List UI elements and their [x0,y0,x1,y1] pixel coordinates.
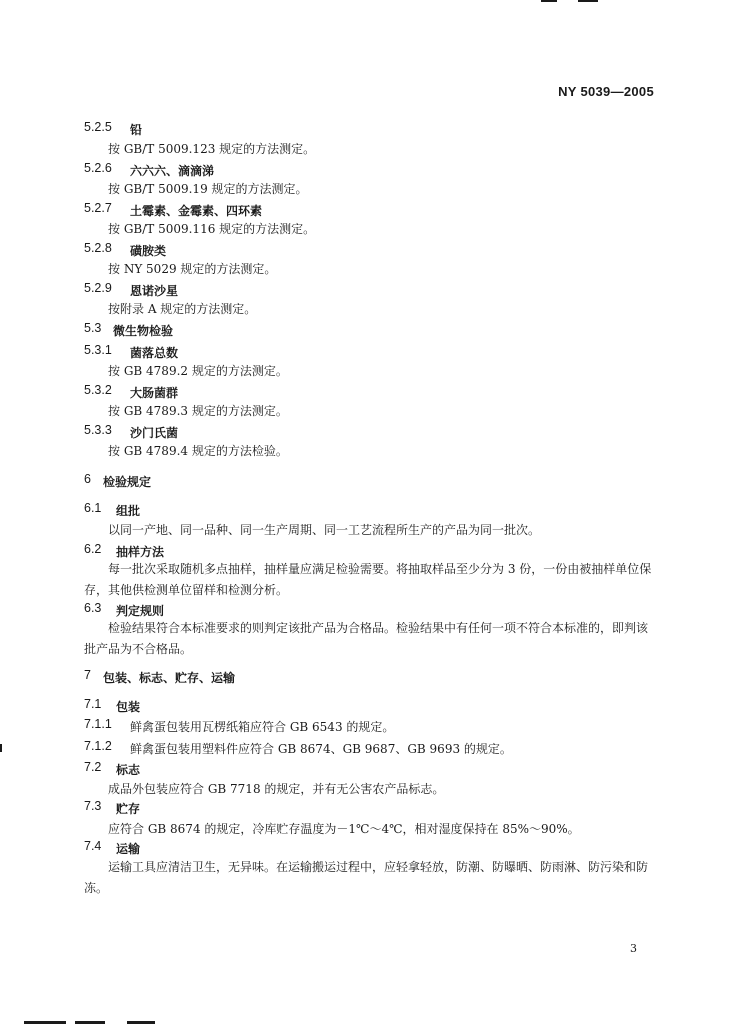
page-number: 3 [630,942,637,955]
clause-text: 按 GB/T 5009.123 规定的方法测定。 [108,142,316,156]
clause-text: 应符合 GB 8674 的规定，冷库贮存温度为－1℃～4℃，相对湿度保持在 85%～90%。 [108,822,580,836]
scan-mark [541,0,557,2]
clause-number: 5.2.9 [84,281,112,295]
clause-title: 判定规则 [116,604,165,618]
clause-number: 6.1 [84,501,102,515]
clause-title: 抽样方法 [116,545,165,559]
clause-title: 运输 [116,842,141,856]
clause-title: 铅 [130,123,143,137]
clause-title: 贮存 [116,802,141,816]
clause-paragraph: 每一批次采取随机多点抽样，抽样量应满足检验需要。将抽取样品至少分为 3 份，一份由被抽样单位保存，其他供检测单位留样和检测分析。 [84,562,652,597]
clause-number: 5.3 [84,321,102,335]
clause-number: 7.2 [84,760,102,774]
clause-text: 按 GB 4789.3 规定的方法测定。 [108,404,288,418]
clause-title: 土霉素、金霉素、四环素 [130,204,263,218]
clause-text: 按 GB 4789.4 规定的方法检验。 [108,444,288,458]
clause-title: 磺胺类 [130,244,167,258]
clause-number: 7.1 [84,697,102,711]
clause-text: 按 NY 5029 规定的方法测定。 [108,262,277,276]
clause-title: 菌落总数 [130,346,179,360]
clause-number: 5.3.3 [84,423,112,437]
clause-title: 大肠菌群 [130,386,179,400]
clause-title: 组批 [116,504,141,518]
clause-number: 6.3 [84,601,102,615]
clause-text: 以同一产地、同一品种、同一生产周期、同一工艺流程所生产的产品为同一批次。 [108,523,541,537]
clause-number: 5.2.7 [84,201,112,215]
clause-text: 鲜禽蛋包装用塑料件应符合 GB 8674、GB 9687、GB 9693 的规定。 [130,742,512,756]
scan-mark [0,744,2,752]
clause-number: 7.1.2 [84,739,112,753]
clause-number: 5.3.1 [84,343,112,357]
clause-number: 6.2 [84,542,102,556]
clause-text: 按 GB/T 5009.116 规定的方法测定。 [108,222,316,236]
clause-text: 按 GB/T 5009.19 规定的方法测定。 [108,182,308,196]
clause-text: 成品外包装应符合 GB 7718 的规定，并有无公害农产品标志。 [108,782,445,796]
clause-number: 5.2.6 [84,161,112,175]
clause-title: 标志 [116,763,141,777]
clause-title: 包装 [116,700,141,714]
clause-title: 微生物检验 [113,324,174,338]
clause-title: 六六六、滴滴涕 [130,164,215,178]
clause-number: 7.1.1 [84,717,112,731]
clause-title: 沙门氏菌 [130,426,179,440]
clause-paragraph: 运输工具应清洁卫生，无异味。在运输搬运过程中，应轻拿轻放，防潮、防曝晒、防雨淋、防污染和防冻。 [84,860,649,895]
clause-number: 5.2.8 [84,241,112,255]
clause-text: 鲜禽蛋包装用瓦楞纸箱应符合 GB 6543 的规定。 [130,720,395,734]
standard-number: NY 5039—2005 [558,84,654,99]
clause-text: 按附录 A 规定的方法测定。 [108,302,257,316]
section-title: 检验规定 [103,475,152,489]
clause-number: 5.2.5 [84,120,112,134]
clause-text: 按 GB 4789.2 规定的方法测定。 [108,364,288,378]
section-number: 7 [84,668,91,682]
section-number: 6 [84,472,91,486]
scan-mark [578,0,598,2]
clause-number: 7.3 [84,799,102,813]
clause-paragraph: 检验结果符合本标准要求的则判定该批产品为合格品。检验结果中有任何一项不符合本标准的，即判该批产品为不合格品。 [84,621,649,656]
clause-number: 7.4 [84,839,102,853]
clause-title: 恩诺沙星 [130,284,179,298]
section-title: 包装、标志、贮存、运输 [103,671,236,685]
clause-number: 5.3.2 [84,383,112,397]
